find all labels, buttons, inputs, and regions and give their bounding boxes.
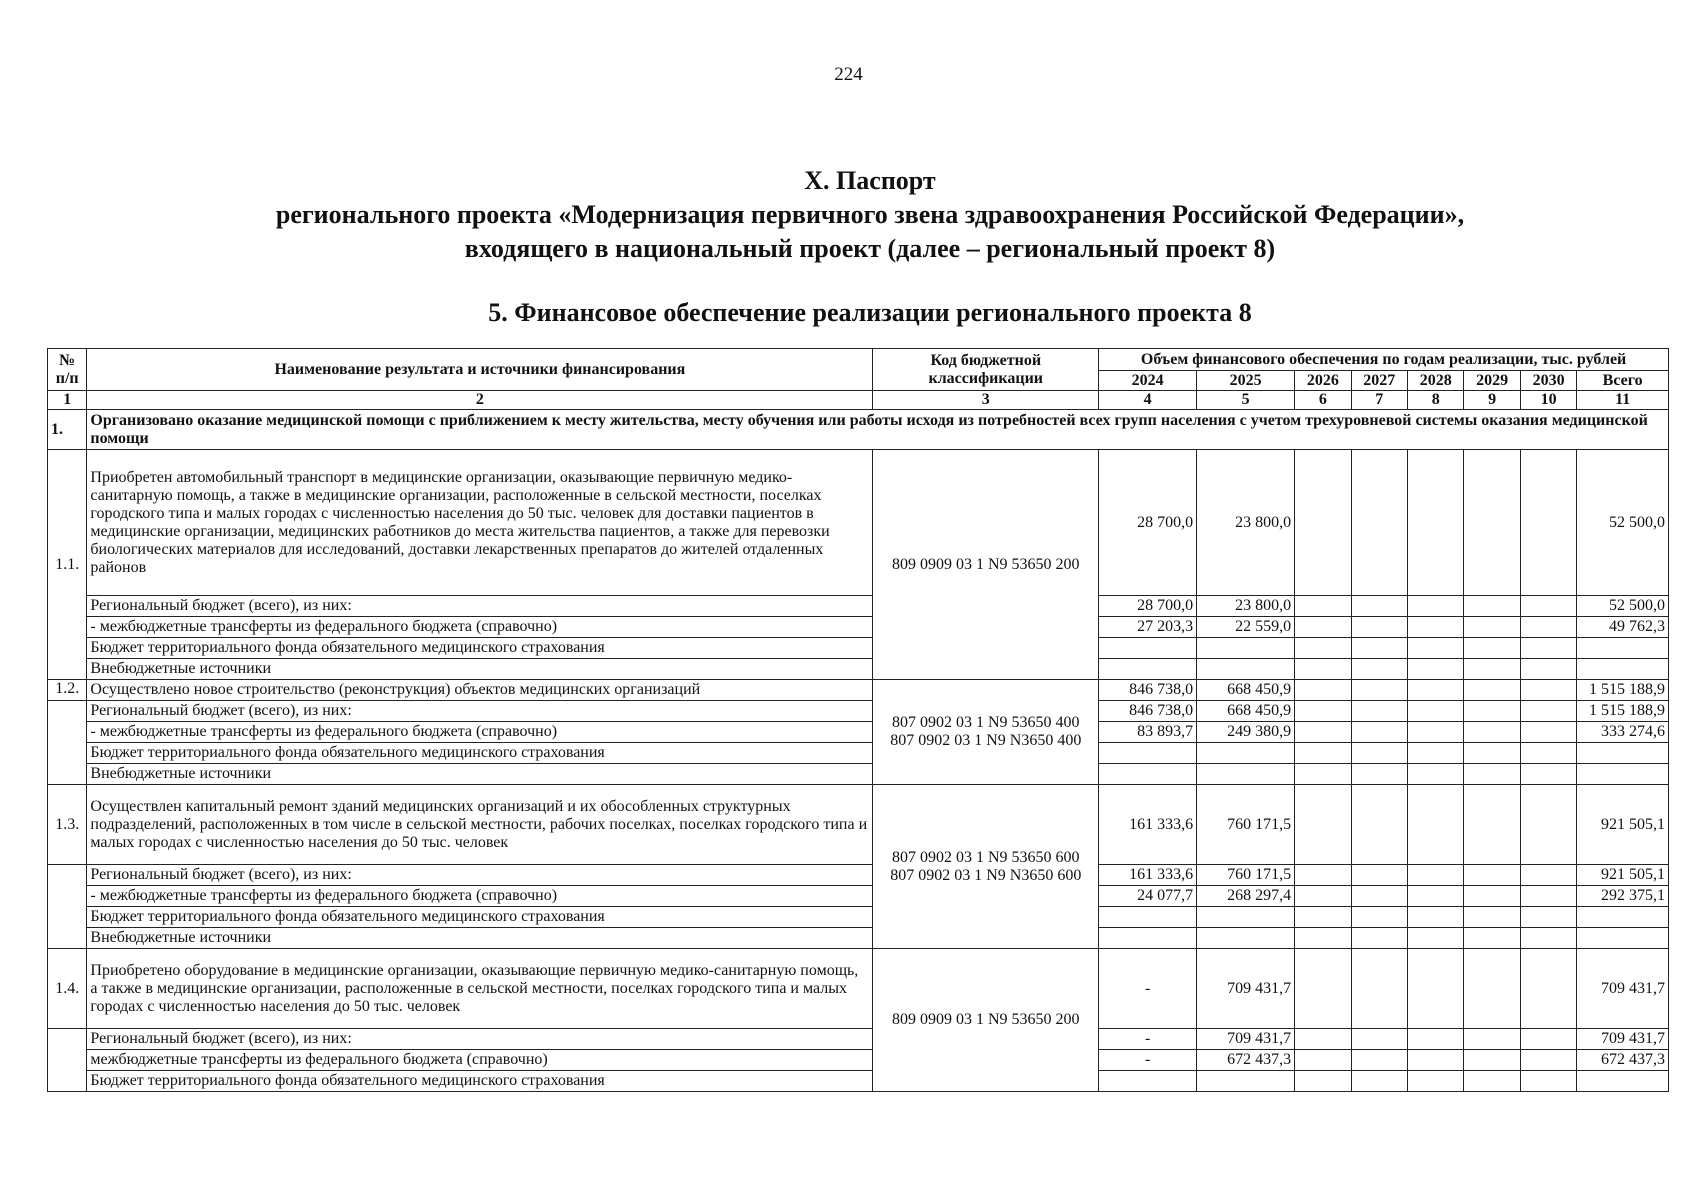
value-2025: 23 800,0 [1197,450,1295,596]
result-row [48,680,1669,701]
document-title-line-3: входящего в национальный проект (далее – региональный проект 8) [464,234,1276,263]
header-year: 2027 [1351,371,1407,391]
budget-code-line: 807 0902 03 1 N9 53650 600 [891,848,1080,866]
source-label: - межбюджетные трансферты из федерального бюджета (справочно) [87,722,873,743]
header-year: 2024 [1099,371,1197,391]
budget-code [873,785,1099,949]
col-number: 9 [1464,391,1520,410]
result-name: Приобретен автомобильный транспорт в медицинские организации, оказывающие первичную медико-санитарную помощь, а также в медицинские организации, расположенные в сельской местности, поселках городского типа и малых городах с численностью населения до 50 тыс. человек для доставки пациентов в медицинские организации, медицинских работников до места жительства пациентов, а также для перевозки биологических материалов для исследований, доставки лекарственных препаратов до жителей отдаленных районов [87,450,873,596]
task-text: Организовано оказание медицинской помощи с приближением к месту жительства, месту обучения или работы исходя из потребностей всех групп населения с учетом трехуровневой системы оказания медицинской помощи [87,410,1669,450]
value-2024: - [1099,1050,1197,1071]
source-row [48,722,1669,743]
source-label: Региональный бюджет (всего), из них: [87,865,873,886]
header-num: № п/п [48,349,87,391]
value-total: 709 431,7 [1577,949,1669,1029]
value-2024 [1099,743,1197,764]
value-2025 [1197,659,1295,680]
budget-code-line: 807 0902 03 1 N9 N3650 400 [890,732,1082,749]
result-name: Осуществлен капитальный ремонт зданий медицинских организаций и их обособленных структурных подразделений, расположенных в том числе в сельской местности, рабочих поселках, поселках городского типа и малых городах с численностью населения до 50 тыс. человек [87,785,873,865]
value-total [1577,907,1669,928]
source-label: Бюджет территориального фонда обязательного медицинского страхования [87,638,873,659]
col-number: 6 [1295,391,1351,410]
source-label: Бюджет территориального фонда обязательного медицинского страхования [87,743,873,764]
result-num: 1.3. [48,785,87,865]
source-row [48,743,1669,764]
col-number: 7 [1351,391,1407,410]
value-2025: 709 431,7 [1197,949,1295,1029]
source-row [48,701,1669,722]
column-numbers-row [48,391,1669,410]
value-total: 1 515 188,9 [1577,680,1669,701]
value-total: 1 515 188,9 [1577,701,1669,722]
value-2025 [1197,928,1295,949]
value-2025: 668 450,9 [1197,701,1295,722]
source-row [48,1071,1669,1092]
col-number: 8 [1407,391,1463,410]
col-number: 5 [1197,391,1295,410]
value-total [1577,743,1669,764]
value-total: 709 431,7 [1577,1029,1669,1050]
header-row [48,349,1669,371]
document-title-line-2: регионального проекта «Модернизация первичного звена здравоохранения Российской Федерации», [275,200,1465,229]
col-number: 1 [48,391,87,410]
col-number: 4 [1099,391,1197,410]
value-2024: 24 077,7 [1099,886,1197,907]
result-name: Осуществлено новое строительство (реконструкция) объектов медицинских организаций [87,680,873,701]
value-2024 [1099,659,1197,680]
source-row [48,617,1669,638]
value-2024: - [1099,949,1197,1029]
budget-code: 809 0909 03 1 N9 53650 200 [873,949,1099,1092]
value-2025: 668 450,9 [1197,680,1295,701]
source-row [48,1029,1669,1050]
source-row [48,638,1669,659]
value-total [1577,1071,1669,1092]
source-label: Региональный бюджет (всего), из них: [87,596,873,617]
value-2025: 672 437,3 [1197,1050,1295,1071]
source-label: Бюджет территориального фонда обязательного медицинского страхования [87,907,873,928]
value-total: 49 762,3 [1577,617,1669,638]
document-title-line-1: X. Паспорт [804,166,936,195]
value-2025: 760 171,5 [1197,865,1295,886]
task-num: 1. [48,410,87,450]
result-num: 1.1. [48,450,87,680]
value-2025: 22 559,0 [1197,617,1295,638]
value-2025 [1197,764,1295,785]
source-label: Внебюджетные источники [87,659,873,680]
value-2025 [1197,1071,1295,1092]
value-2024: 846 738,0 [1099,701,1197,722]
header-year: 2030 [1520,371,1576,391]
value-2025 [1197,743,1295,764]
source-row [48,886,1669,907]
budget-code-line: 807 0902 03 1 N9 N3650 600 [890,866,1082,884]
value-total: 921 505,1 [1577,865,1669,886]
source-label: Внебюджетные источники [87,764,873,785]
col-number: 2 [87,391,873,410]
section-title: 5. Финансовое обеспечение реализации регионального проекта 8 [488,298,1252,327]
value-total [1577,638,1669,659]
value-2024 [1099,907,1197,928]
value-total: 672 437,3 [1577,1050,1669,1071]
value-2024: 846 738,0 [1099,680,1197,701]
value-total: 52 500,0 [1577,596,1669,617]
source-label: Региональный бюджет (всего), из них: [87,1029,873,1050]
budget-code-line: 807 0902 03 1 N9 53650 400 [891,714,1080,731]
value-2024: 161 333,6 [1099,785,1197,865]
source-row [48,1050,1669,1071]
header-year: 2026 [1295,371,1351,391]
source-row [48,764,1669,785]
source-row [48,865,1669,886]
result-num: 1.4. [48,949,87,1029]
value-total [1577,764,1669,785]
value-2025 [1197,907,1295,928]
source-label: - межбюджетные трансферты из федерального бюджета (справочно) [87,886,873,907]
result-name: Приобретено оборудование в медицинские организации, оказывающие первичную медико-санитарную помощь, а также в медицинские организации, расположенные в сельской местности, поселках городского типа и малых городах с численностью населения до 50 тыс. человек [87,949,873,1029]
value-total: 333 274,6 [1577,722,1669,743]
header-volume: Объем финансового обеспечения по годам реализации, тыс. рублей [1099,349,1669,371]
source-label: - межбюджетные трансферты из федерального бюджета (справочно) [87,617,873,638]
source-label: Внебюджетные источники [87,928,873,949]
col-number: 10 [1520,391,1576,410]
value-2024: 27 203,3 [1099,617,1197,638]
budget-code: 809 0909 03 1 N9 53650 200 [873,450,1099,680]
source-row [48,928,1669,949]
value-2024: 28 700,0 [1099,596,1197,617]
header-year: 2025 [1197,371,1295,391]
header-total: Всего [1577,371,1669,391]
value-2025: 268 297,4 [1197,886,1295,907]
result-row [48,949,1669,1029]
source-row [48,659,1669,680]
value-2024 [1099,1071,1197,1092]
result-num: 1.2. [48,680,87,701]
value-2024 [1099,638,1197,659]
header-year: 2028 [1407,371,1463,391]
value-2024: 28 700,0 [1099,450,1197,596]
source-label: Региональный бюджет (всего), из них: [87,701,873,722]
col-number: 3 [873,391,1099,410]
value-2024 [1099,764,1197,785]
value-2025: 760 171,5 [1197,785,1295,865]
budget-code [873,680,1099,785]
value-2024: - [1099,1029,1197,1050]
page-number: 224 [834,64,863,85]
header-name: Наименование результата и источники финансирования [87,349,873,391]
value-2024 [1099,928,1197,949]
value-2024: 161 333,6 [1099,865,1197,886]
header-year: 2029 [1464,371,1520,391]
header-code: Код бюджетной классификации [873,349,1099,391]
col-number: 11 [1577,391,1669,410]
source-label: Бюджет территориального фонда обязательного медицинского страхования [87,1071,873,1092]
financing-table [47,348,1669,1092]
value-2025: 249 380,9 [1197,722,1295,743]
value-2025 [1197,638,1295,659]
task-row [48,410,1669,450]
value-2025: 709 431,7 [1197,1029,1295,1050]
source-row [48,596,1669,617]
value-total [1577,928,1669,949]
value-total: 52 500,0 [1577,450,1669,596]
result-row [48,450,1669,596]
source-label: межбюджетные трансферты из федерального бюджета (справочно) [87,1050,873,1071]
source-row [48,907,1669,928]
value-total [1577,659,1669,680]
value-total: 292 375,1 [1577,886,1669,907]
value-total: 921 505,1 [1577,785,1669,865]
value-2024: 83 893,7 [1099,722,1197,743]
value-2025: 23 800,0 [1197,596,1295,617]
result-row [48,785,1669,865]
